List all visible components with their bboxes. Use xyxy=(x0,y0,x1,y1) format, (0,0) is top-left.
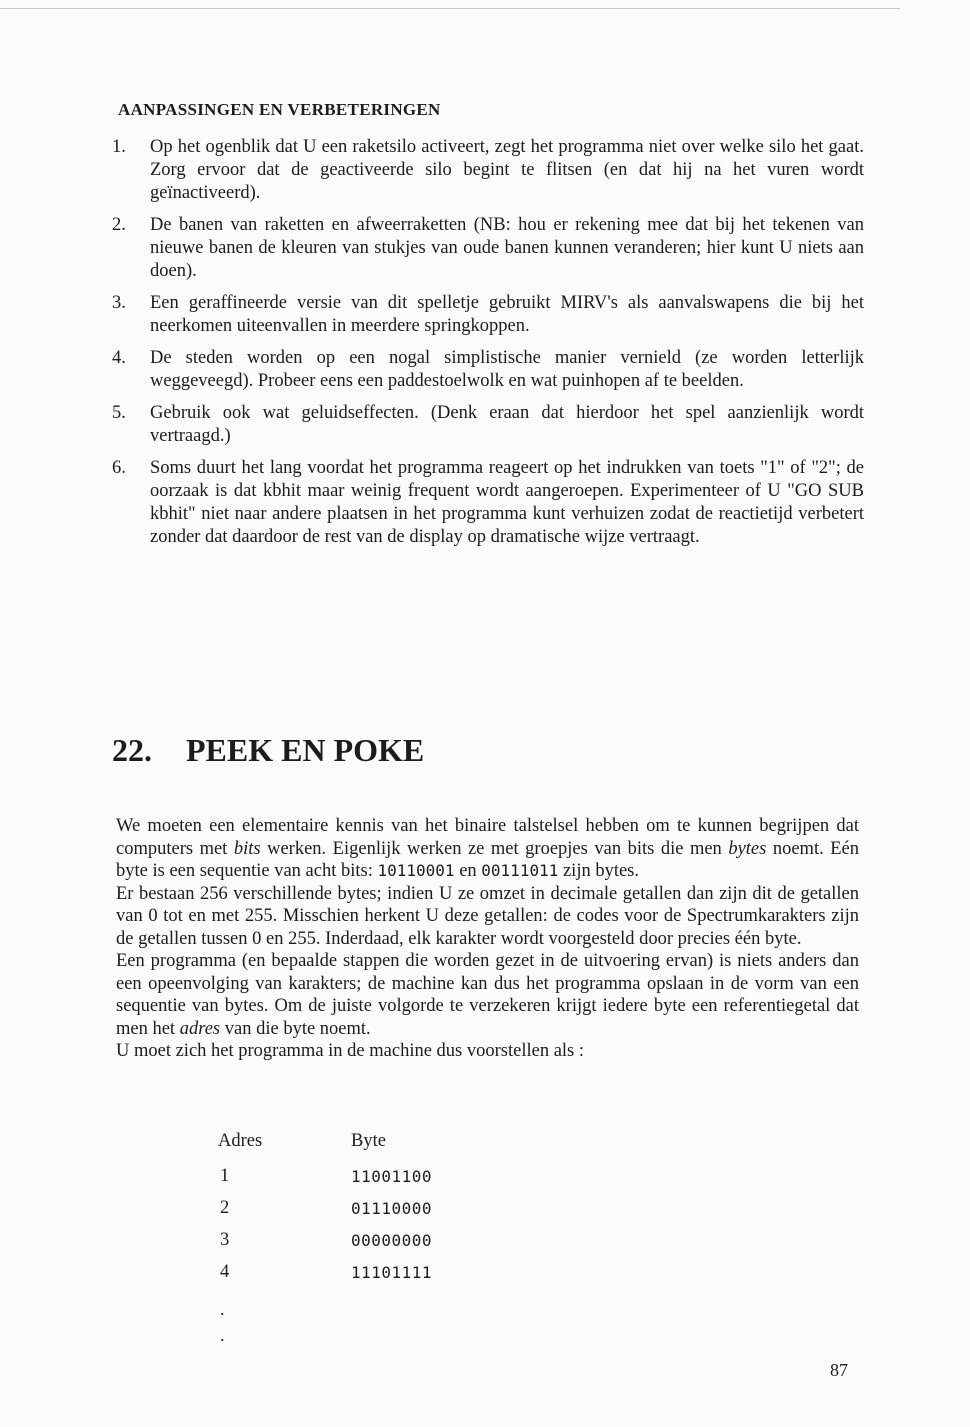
chapter-number: 22. xyxy=(112,732,152,768)
byte-cell: 11001100 xyxy=(351,1166,433,1186)
address-cell: 1 xyxy=(220,1165,230,1186)
scan-edge-line xyxy=(0,8,900,9)
text-run: zijn bytes. xyxy=(558,861,640,881)
paragraph-program xyxy=(116,950,859,1040)
byte-cell: 01110000 xyxy=(351,1198,433,1218)
text-run: van die byte noemt. xyxy=(220,1018,371,1039)
list-item-number: 4. xyxy=(112,348,126,368)
paragraph-bytes: Er bestaan 256 verschillende bytes; indien U ze omzet in decimale getallen dan zijn dit de getallen van 0 tot en met 255. Misschien herkent U deze getallen: de codes voor de Spectrumkarakters zijn de getallen tussen 0 en 255. Inderdaad, elk karakter wordt voorgesteld door precies één byte. xyxy=(116,883,859,949)
list-item xyxy=(112,402,864,448)
list-item-text: De banen van raketten en afweerraketten (NB: hou er rekening mee dat bij het tekenen van nieuwe banen de kleuren van stukjes van oude banen kunnen veranderen; hier kunt U niets aan doen). xyxy=(150,215,864,281)
table-row xyxy=(218,1256,432,1288)
byte-example: 00111011 xyxy=(481,861,559,880)
chapter-body xyxy=(116,815,859,1063)
column-header-adres: Adres xyxy=(218,1130,263,1151)
list-item-number: 3. xyxy=(112,293,126,313)
text-run: noemt. Eén byte is een sequentie van acht bits: xyxy=(116,838,859,881)
text-run: werken. Eigenlijk werken ze met groepjes van bits die men xyxy=(260,838,729,859)
continuation-dot: . xyxy=(220,1325,225,1345)
paragraph-intro-table: U moet zich het programma in de machine dus voorstellen als : xyxy=(116,1041,585,1061)
term-adres: adres xyxy=(179,1018,221,1039)
byte-cell: 00000000 xyxy=(351,1230,433,1250)
term-bytes: bytes xyxy=(728,838,767,859)
address-cell: 4 xyxy=(220,1261,230,1282)
continuation-dot: . xyxy=(220,1299,225,1319)
list-item xyxy=(112,347,864,393)
byte-cell: 11101111 xyxy=(351,1262,433,1282)
table-row xyxy=(218,1224,432,1256)
byte-example: 10110001 xyxy=(377,861,455,880)
list-item xyxy=(112,457,864,549)
column-header-byte: Byte xyxy=(351,1130,386,1151)
address-cell: 2 xyxy=(220,1197,230,1218)
table-header-row xyxy=(218,1130,432,1160)
continuation-dots xyxy=(220,1296,225,1348)
address-cell: 3 xyxy=(220,1229,230,1250)
improvements-list xyxy=(112,136,864,558)
list-item xyxy=(112,214,864,283)
chapter-title-text: PEEK EN POKE xyxy=(186,732,425,768)
list-item-number: 1. xyxy=(112,137,126,157)
text-run: We moeten een elementaire kennis van het binaire talstelsel hebben om te kunnen begrijpen dat computers met xyxy=(116,816,859,859)
term-bits: bits xyxy=(233,838,261,859)
address-table xyxy=(218,1130,432,1288)
section-heading: AANPASSINGEN EN VERBETERINGEN xyxy=(118,100,441,119)
list-item-text: Een geraffineerde versie van dit spelletje gebruikt MIRV's als aanvalswapens die bij het neerkomen uiteenvallen in meerdere springkoppen. xyxy=(150,293,864,336)
table-row xyxy=(218,1192,432,1224)
list-item-number: 5. xyxy=(112,403,126,423)
list-item-number: 6. xyxy=(112,458,126,478)
list-item xyxy=(112,136,864,205)
list-item xyxy=(112,292,864,338)
paragraph-binary xyxy=(116,815,859,883)
text-run: Een programma (en bepaalde stappen die worden gezet in de uitvoering ervan) is niets anders dan een opeenvolging van karakters; de machine kan dus het programma opslaan in de vorm van een sequentie van bytes. Om de juiste volgorde te verzekeren krijgt iedere byte een referentiegetal dat men het xyxy=(116,951,859,1039)
page-number: 87 xyxy=(830,1360,848,1380)
list-item-text: Op het ogenblik dat U een raketsilo activeert, zegt het programma niet over welke silo het gaat. Zorg ervoor dat de geactiveerde silo begint te flitsen (en dat hij na het vuren wordt geïnactiveerd). xyxy=(150,137,864,203)
list-item-text: Soms duurt het lang voordat het programma reageert op het indrukken van toets "1" of "2"; de oorzaak is dat kbhit maar weinig frequent wordt aangeroepen. Experimenteer of U "GO SUB kbhit" niet naar andere plaatsen in het programma kunt verhuizen zodat de reactietijd verbetert zonder dat daardoor de rest van de display op dramatische wijze vertraagt. xyxy=(150,458,864,547)
chapter-title xyxy=(112,732,424,769)
list-item-text: De steden worden op een nogal simplistische manier vernield (ze worden letterlijk weggeveegd). Probeer eens een paddestoelwolk en wat puinhopen af te beelden. xyxy=(150,348,864,391)
list-item-number: 2. xyxy=(112,215,126,235)
list-item-text: Gebruik ook wat geluidseffecten. (Denk eraan dat hierdoor het spel aanzienlijk wordt vertraagd.) xyxy=(150,403,864,446)
table-row xyxy=(218,1160,432,1192)
text-run: en xyxy=(454,861,482,881)
